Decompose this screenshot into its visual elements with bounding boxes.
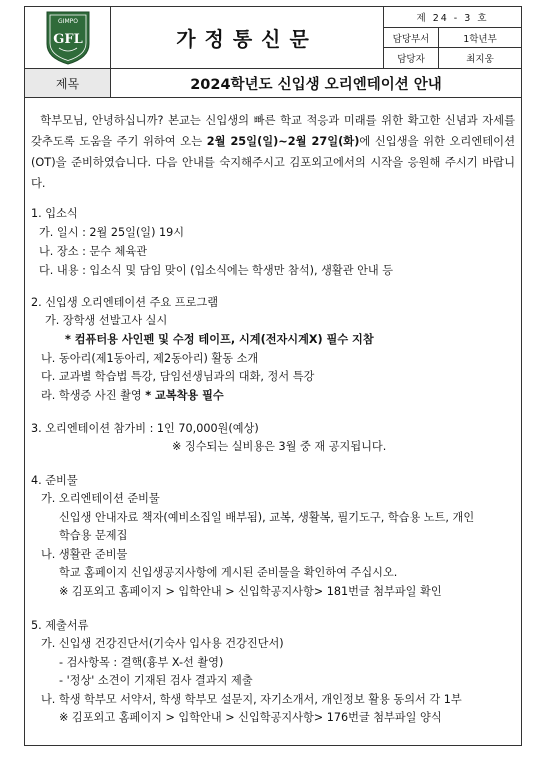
person-label: 담당자 xyxy=(384,48,439,68)
shield-logo-icon xyxy=(45,10,91,66)
school-logo xyxy=(45,10,91,66)
subject-row xyxy=(24,69,522,98)
section-5-b-note: ※ 김포외고 홈페이지 > 입학안내 > 신입학공지사항> 176번글 첨부파일 양식 xyxy=(59,711,442,724)
intro-paragraph xyxy=(25,110,521,194)
section-2-d xyxy=(41,387,224,403)
section-2-d-text: 라. 학생증 사진 촬영 xyxy=(41,389,146,402)
logo-cell xyxy=(25,7,111,68)
intro-text-2: 에 신입생을 위한 오리엔테이션(OT)을 준비하였습니다. 다음 안내를 숙지해주시고 김포외고에서의 시작을 응원해 주시기 바랍니다. xyxy=(31,135,515,190)
section-2-a: 가. 장학생 선발고사 실시 xyxy=(45,314,168,327)
page-title: 가정통신문 xyxy=(176,27,318,51)
section-1-heading: 1. 입소식 xyxy=(31,207,78,220)
section-4-a-text-2: 학습용 문제집 xyxy=(59,529,128,542)
logo-top-text: GIMPO xyxy=(57,17,78,25)
section-3-heading: 3. 오리엔테이션 참가비 : 1인 70,000원(예상) xyxy=(31,422,259,435)
section-1-a: 가. 일시 : 2월 25일(일) 19시 xyxy=(39,226,185,239)
section-4-a: 가. 오리엔테이션 준비물 xyxy=(41,492,160,505)
section-1-c: 다. 내용 : 입소식 및 담임 맞이 (입소식에는 학생만 참석), 생활관 안내 등 xyxy=(39,264,394,277)
section-4-b-text: 학교 홈페이지 신입생공지사항에 게시된 준비물을 확인하여 주십시오. xyxy=(59,566,398,579)
section-5-a-item-1: - 검사항목 : 결핵(흉부 X-선 촬영) xyxy=(59,656,224,669)
dept-value: 1학년부 xyxy=(463,33,497,45)
person-row xyxy=(384,48,521,68)
title-cell xyxy=(111,7,384,68)
section-2-a-note: * 컴퓨터용 사인펜 및 수정 테이프, 시계(전자시계X) 필수 지참 xyxy=(65,333,374,346)
subject-title: 2024학년도 신입생 오리엔테이션 안내 xyxy=(190,76,442,93)
info-cell xyxy=(384,7,521,68)
section-2-b: 나. 동아리(제1동아리, 제2동아리) 활동 소개 xyxy=(41,352,259,365)
section-4-b-note: ※ 김포외고 홈페이지 > 입학안내 > 신입학공지사항> 181번글 첨부파일 확인 xyxy=(59,585,442,598)
intro-text-1: 학부모님, 안녕하십니까? 본교는 신입생의 빠른 학교 적응과 미래를 위한 확고한 신념과 자세를 갖추도록 도움을 주기 위하여 오는 xyxy=(31,114,515,148)
intro-date: 2월 25일(일)~2월 27일(화) xyxy=(206,135,360,148)
logo-main-text: GFL xyxy=(52,31,83,47)
subject-label: 제목 xyxy=(25,69,111,97)
issue-number: 제 24 - 3 호 xyxy=(384,7,521,28)
section-4-a-text-1: 신입생 안내자료 책자(예비소집일 배부됨), 교복, 생활복, 필기도구, 학습용 노트, 개인 xyxy=(59,511,475,524)
section-5-a-item-2: - '정상' 소견이 기재된 검사 결과지 제출 xyxy=(59,674,253,687)
header-table xyxy=(24,6,522,69)
section-5-b: 나. 학생 학부모 서약서, 학생 학부모 설문지, 자기소개서, 개인정보 활용 동의서 각 1부 xyxy=(41,693,462,706)
person-value: 최지웅 xyxy=(466,54,494,66)
dept-label: 담당부서 xyxy=(384,28,439,48)
section-4-heading: 4. 준비물 xyxy=(31,474,78,487)
body-box xyxy=(24,98,522,746)
section-5-a: 가. 신입생 건강진단서(기숙사 입사용 건강진단서) xyxy=(41,637,284,650)
section-2-d-bold: * 교복착용 필수 xyxy=(145,389,224,402)
section-1-b: 나. 장소 : 문수 체육관 xyxy=(39,245,148,258)
section-4-b: 나. 생활관 준비물 xyxy=(41,548,128,561)
section-2-c: 다. 교과별 학습법 특강, 담임선생님과의 대화, 정서 특강 xyxy=(41,370,315,383)
section-3-note: ※ 징수되는 실비용은 3월 중 재 공지됩니다. xyxy=(172,440,387,453)
section-5-heading: 5. 제출서류 xyxy=(31,619,89,632)
section-2-heading: 2. 신입생 오리엔테이션 주요 프로그램 xyxy=(31,296,219,309)
dept-row xyxy=(384,28,521,49)
